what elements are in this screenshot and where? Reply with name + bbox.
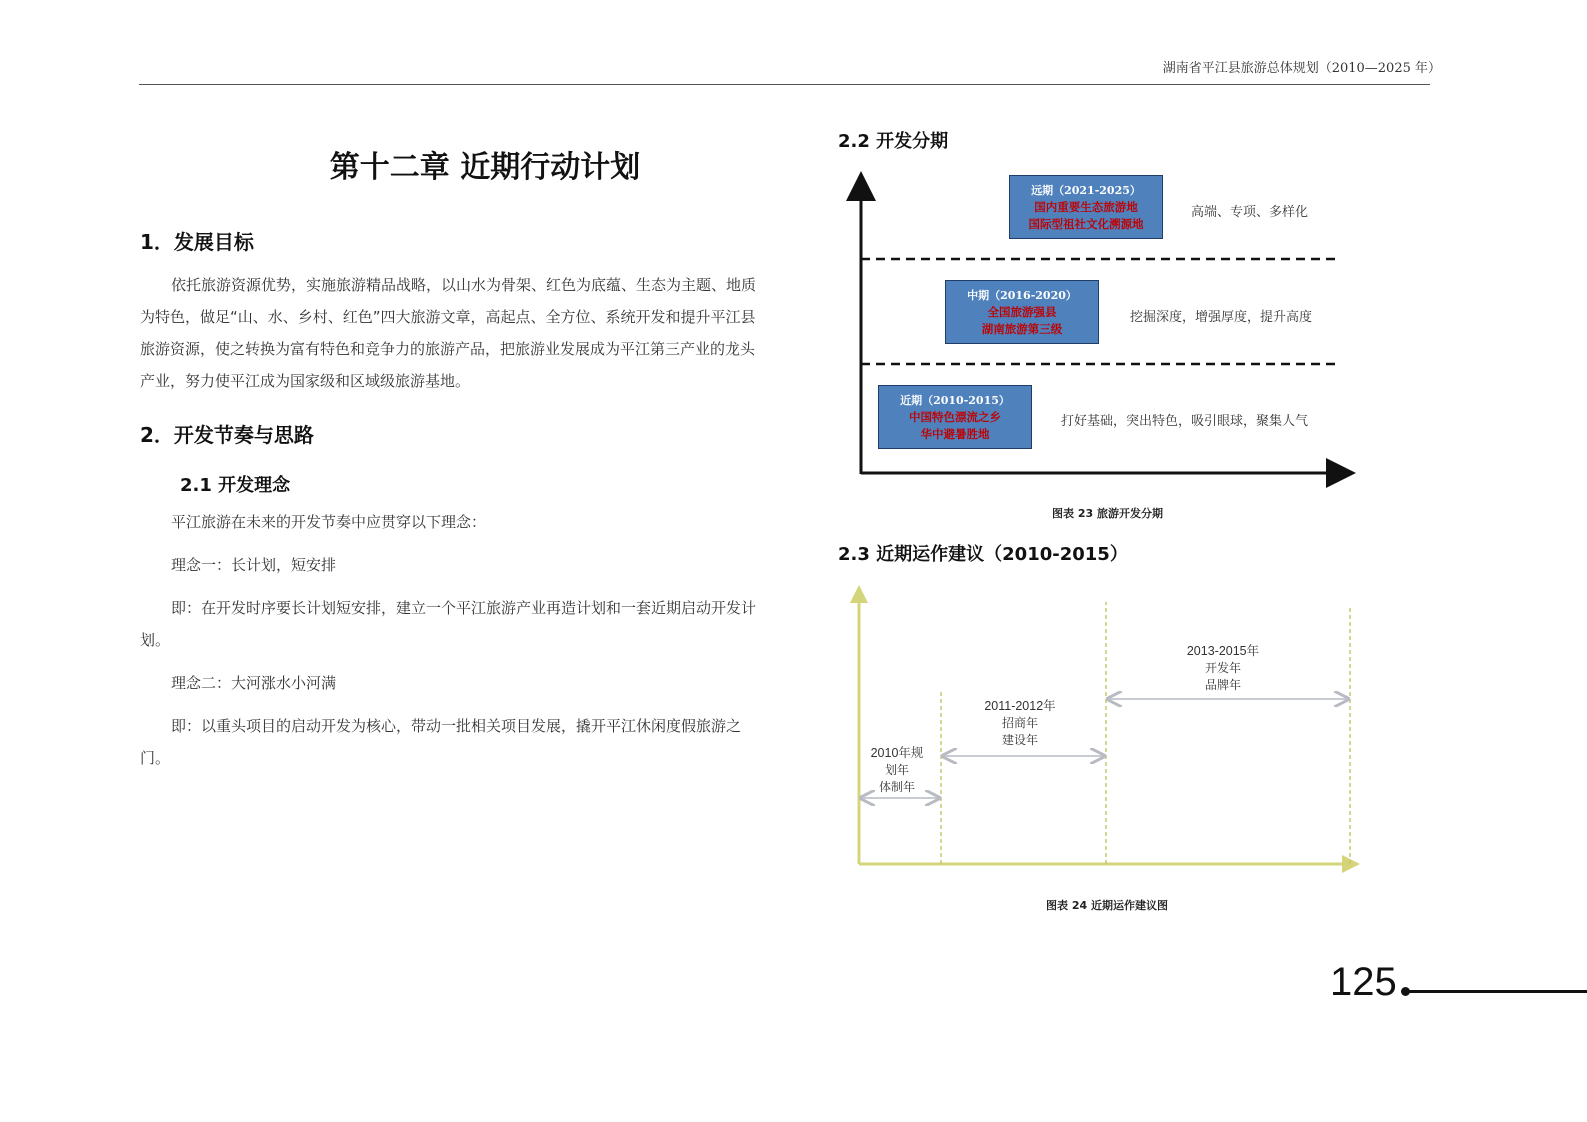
- period-theme: 建设年: [1001, 733, 1038, 747]
- timeline-period-label: [1163, 643, 1283, 694]
- section-2-heading: 2．开发节奏与思路: [140, 423, 314, 447]
- timeline-period-label: [960, 698, 1080, 749]
- period-year: 2013-2015年: [1186, 644, 1260, 658]
- intro-text: 平江旅游在未来的开发节奏中应贯穿以下理念：: [171, 513, 487, 531]
- period-theme: 划年: [884, 763, 909, 777]
- period-theme: 开发年: [1204, 661, 1241, 675]
- period-year: 2011-2012年: [984, 699, 1056, 713]
- period-theme: 品牌年: [1204, 678, 1241, 692]
- phase-name: 远期（2021-2025）: [1031, 184, 1141, 197]
- phase-box-near-term: [878, 385, 1032, 449]
- phase-goal: 国内重要生态旅游地: [1034, 200, 1138, 214]
- phase-goal: 中国特色漂流之乡: [909, 410, 1001, 424]
- page-number: 125: [1330, 960, 1397, 1004]
- section-1-paragraph: 依托旅游资源优势，实施旅游精品战略，以山水为骨架、红色为底蕴、生态为主题、地质为特色，做足“山、水、乡村、红色”四大旅游文章，高起点、全方位、系统开发和提升平江县旅游资源，使之转换为富有特色和竞争力的旅游产品，把旅游业发展成为平江第三产业的龙头产业，努力使平江成为国家级和区域级旅游基地。: [140, 276, 757, 390]
- timeline-axes: [845, 580, 1370, 880]
- phase-name: 中期（2016-2020）: [967, 289, 1077, 302]
- phase-goal: 国际型祖社文化溯源地: [1028, 217, 1144, 231]
- phase-goal: 全国旅游强县: [987, 305, 1057, 319]
- phase-name: 近期（2010-2015）: [900, 394, 1010, 407]
- section-2-3-heading: 2.3 近期运作建议（2010-2015）: [838, 544, 1128, 565]
- near-term-timeline-diagram: [845, 580, 1370, 880]
- phase-description: 高端、专项、多样化: [1191, 205, 1309, 220]
- phase-description: 挖掘深度，增强厚度，提升高度: [1130, 310, 1313, 325]
- period-year: 2010年规: [870, 746, 924, 760]
- phase-goal: 湖南旅游第三级: [981, 322, 1063, 336]
- period-theme: 招商年: [1001, 716, 1038, 730]
- idea-2-title: 理念二：大河涨水小河满: [171, 674, 337, 692]
- phase-description: 打好基础，突出特色，吸引眼球，聚集人气: [1061, 414, 1309, 429]
- timeline-period-label: [859, 745, 935, 796]
- page-number-rule: [1405, 990, 1587, 993]
- section-2-1-heading: 2.1 开发理念: [180, 475, 291, 496]
- header-divider: [139, 84, 1430, 85]
- phase-goal: 华中避暑胜地: [920, 427, 990, 441]
- section-2-2-heading: 2.2 开发分期: [838, 131, 949, 152]
- idea-1-title: 理念一：长计划，短安排: [171, 556, 337, 574]
- phase-box-mid-term: [945, 280, 1099, 344]
- period-theme: 体制年: [878, 780, 915, 794]
- chapter-title: 第十二章 近期行动计划: [329, 150, 641, 185]
- phase-box-long-term: [1009, 175, 1163, 239]
- idea-2-text: 即：以重头项目的启动开发为核心，带动一批相关项目发展，撬开平江休闲度假旅游之门。: [140, 717, 742, 767]
- figure-24-caption: 图表 24 近期运作建议图: [1046, 899, 1168, 912]
- section-1-heading: 1．发展目标: [140, 230, 254, 254]
- idea-1-text: 即：在开发时序要长计划短安排，建立一个平江旅游产业再造计划和一套近期启动开发计划。: [140, 599, 757, 649]
- figure-23-caption: 图表 23 旅游开发分期: [1052, 507, 1163, 520]
- development-phases-diagram: [840, 165, 1370, 495]
- document-header-title: 湖南省平江县旅游总体规划（2010—2025 年）: [1162, 61, 1441, 76]
